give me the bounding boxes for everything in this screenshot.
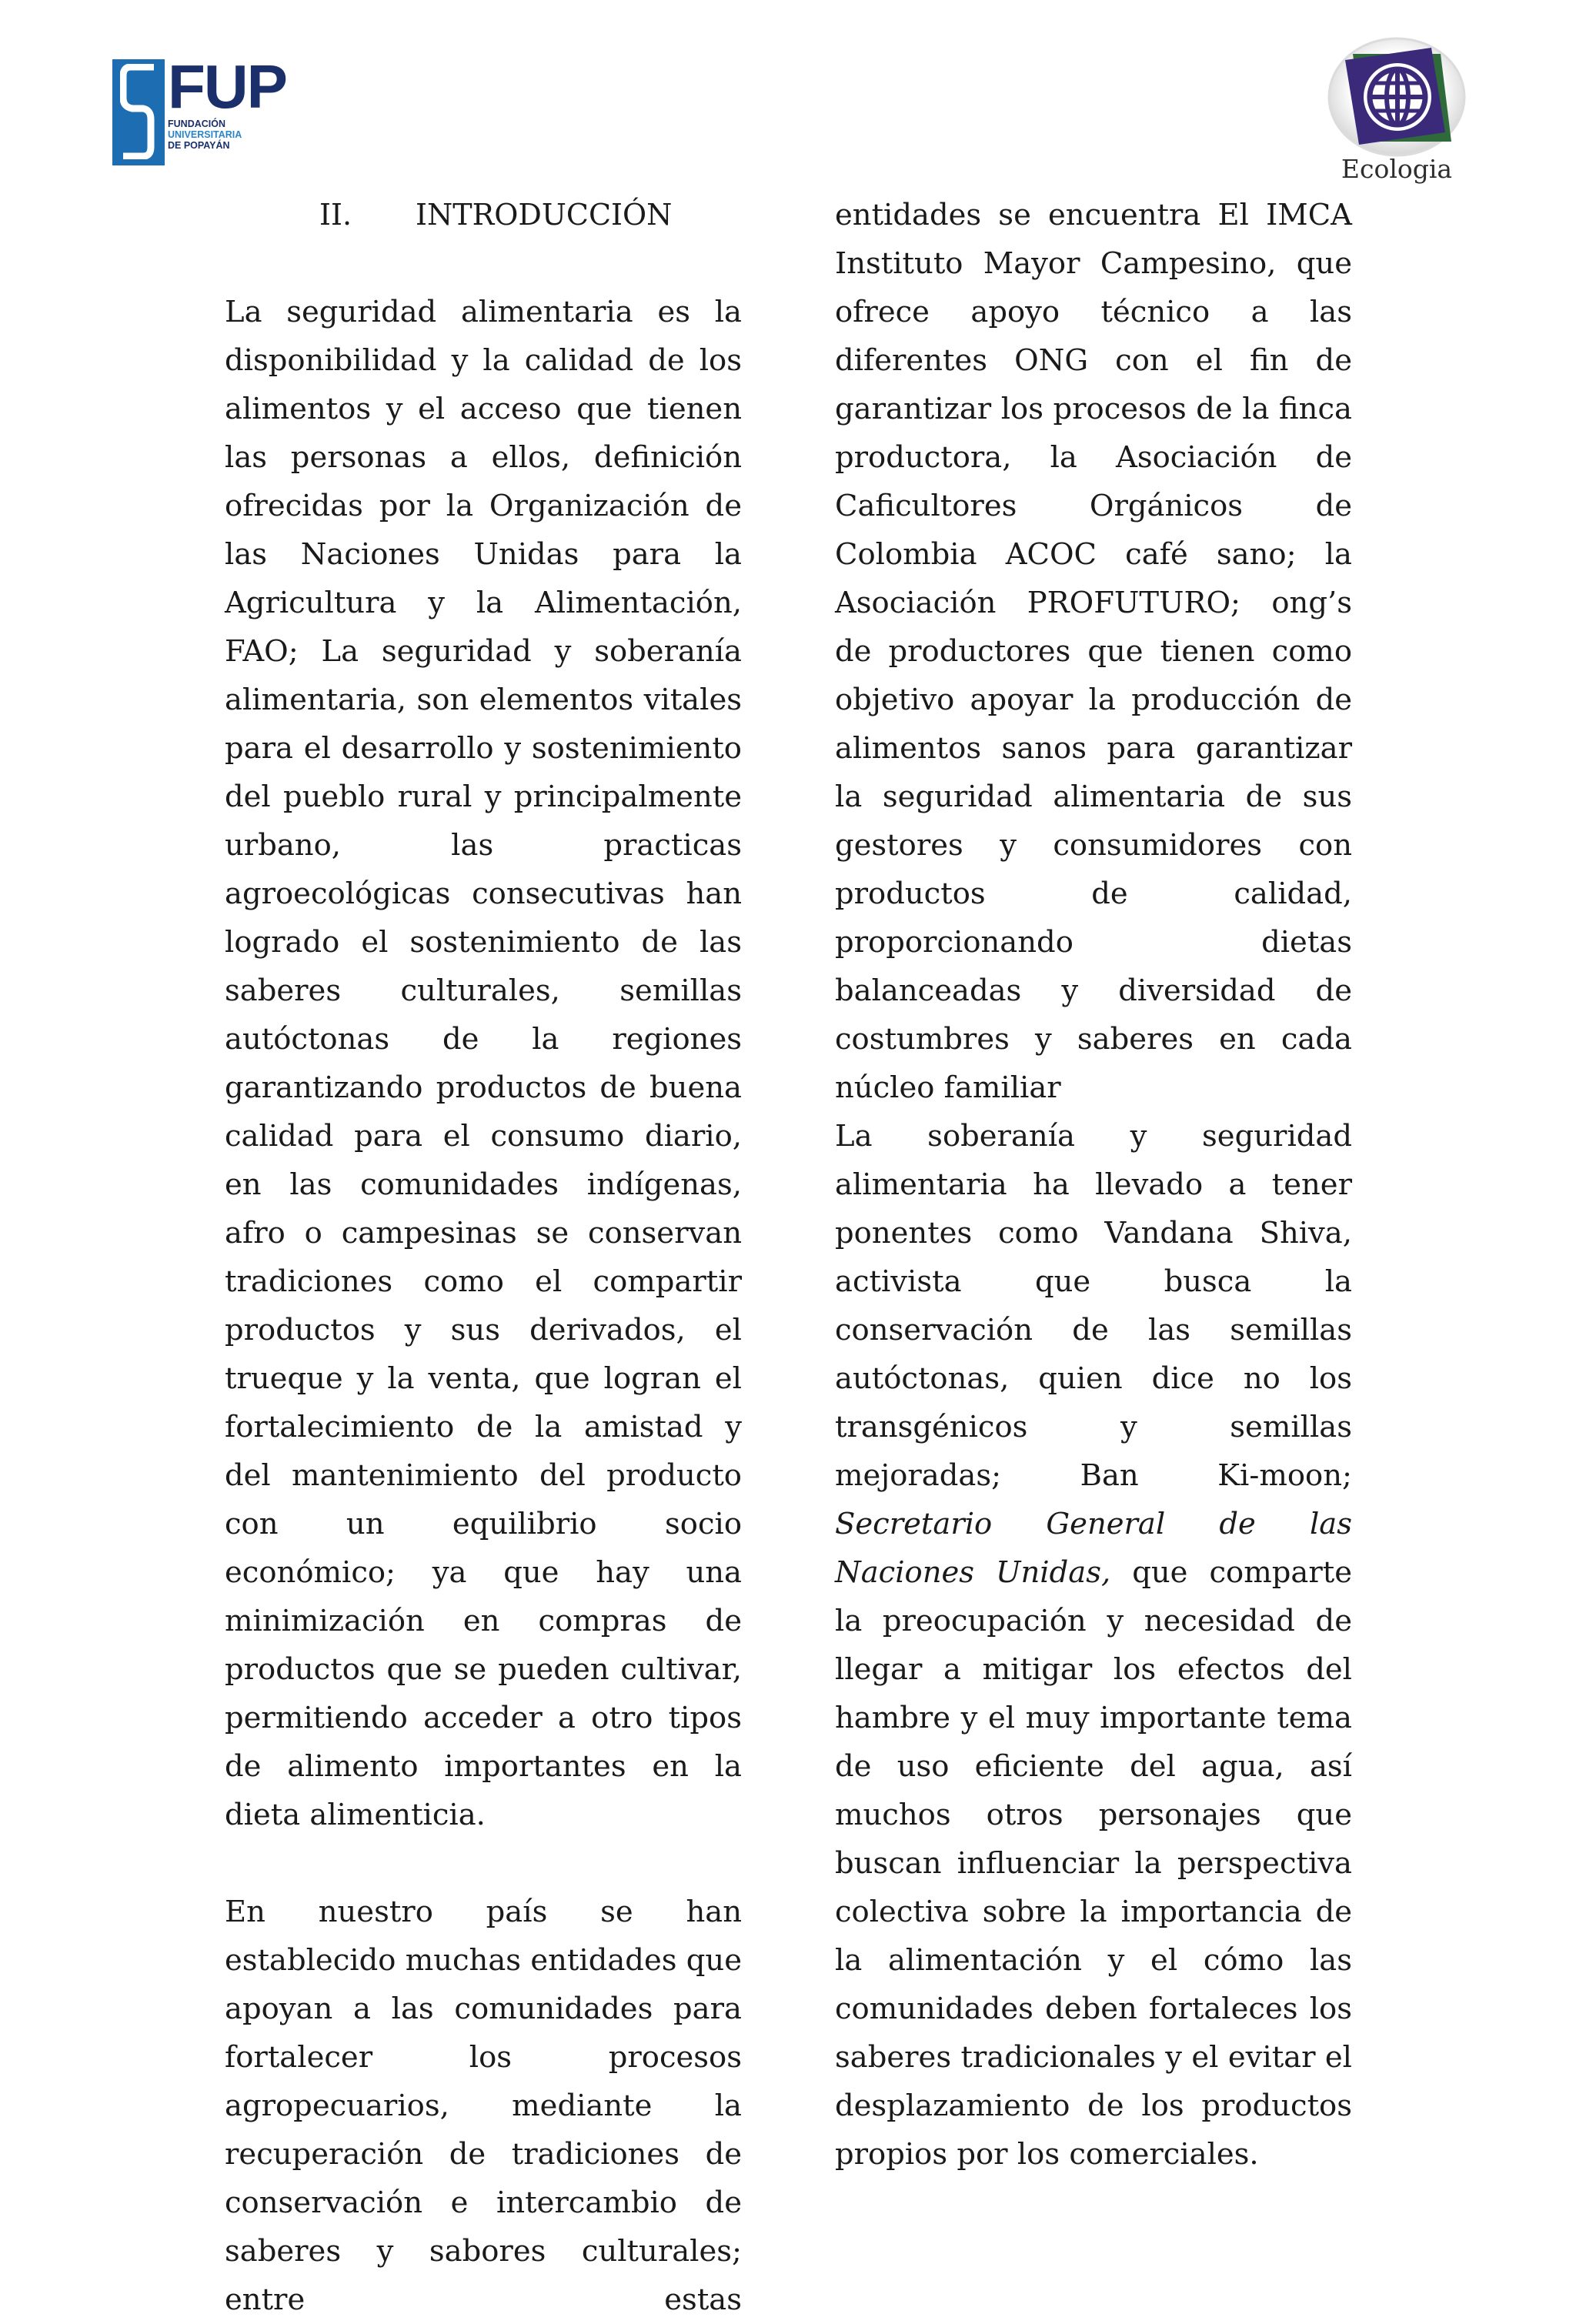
paragraph-4-part-b: que comparte la preocupación y necesidad de llegar a mitigar los efectos del hambre y el muy importante tema de uso eficiente del agua, así muchos otros personajes que buscan influenciar la perspectiva colectiva sobre la importancia de la alimentación y el cómo las comunidades deben fortaleces los saberes tradicionales y el evitar el desplazamiento de los productos propios por los comerciales. <box>835 1555 1352 2172</box>
intro-paragraph-1: La seguridad alimentaria es la disponibilidad y la calidad de los alimentos y el acceso que tienen las personas a ellos, definición ofrecidas por la Organización de las Naciones Unidas para la Agricultura y la Alimentación, FAO; La seguridad y soberanía alimentaria, son elementos vitales para el desarrollo y sostenimiento del pueblo rural y principalmente urbano, las practicas agroecológicas consecutivas han logrado el sostenimiento de las saberes culturales, semillas autóctonas de la regiones garantizando productos de buena calidad para el consumo diario, en las comunidades indígenas, afro o campesinas se conservan tradiciones como el compartir productos y sus derivados, el trueque y la venta, que logran el fortalecimiento de la amistad y del mantenimiento del producto con un equilibrio socio económico; ya que hay una minimización en compras de productos que se pueden cultivar, permitiendo acceder a otro tipos de alimento importantes en la dieta alimenticia. <box>225 295 742 1832</box>
fup-line3: DE POPAYÁN <box>168 140 230 151</box>
ecologia-logo <box>1308 37 1485 183</box>
left-column <box>225 191 742 2324</box>
fup-wordmark <box>168 52 286 151</box>
paragraph-4-part-a: La soberanía y seguridad alimentaria ha llevado a tener ponentes como Vandana Shiva, activista que busca la conservación de las semillas autóctonas, quien dice no los transgénicos y semillas mejoradas; Ban Ki-moon; <box>835 1119 1352 1493</box>
fup-s-mark-icon <box>112 59 165 165</box>
intro-paragraph-4 <box>835 1112 1352 2179</box>
fup-mark-text: FUP <box>168 52 286 121</box>
globe-icon <box>1308 37 1485 160</box>
fup-logo <box>112 52 286 167</box>
section-title: INTRODUCCIÓN <box>416 198 673 232</box>
ecologia-label: Ecologia <box>1341 154 1453 184</box>
un-secretary-title: Secretario General de las Naciones Unidas, <box>835 1507 1352 1590</box>
section-heading <box>225 191 742 239</box>
section-number: II. <box>319 198 352 232</box>
right-column <box>835 191 1352 2179</box>
fup-line1: FUNDACIÓN <box>168 119 225 129</box>
fup-line2: UNIVERSITARIA <box>168 129 242 140</box>
intro-paragraph-3: entidades se encuentra El IMCA Instituto Mayor Campesino, que ofrece apoyo técnico a las diferentes ONG con el fin de garantizar los procesos de la finca productora, la Asociación de Caficultores Orgánicos de Colombia ACOC café sano; la Asociación PROFUTURO; ong’s de productores que tienen como objetivo apoyar la producción de alimentos sanos para garantizar la seguridad alimentaria de sus gestores y consumidores con productos de calidad, proporcionando dietas balanceadas y diversidad de costumbres y saberes en cada núcleo familiar <box>835 198 1352 1105</box>
intro-paragraph-2: En nuestro país se han establecido muchas entidades que apoyan a las comunidades para fortalecer los procesos agropecuarios, mediante la recuperación de tradiciones de conservación e intercambio de saberes y sabores culturales; entre estas <box>225 1895 742 2317</box>
